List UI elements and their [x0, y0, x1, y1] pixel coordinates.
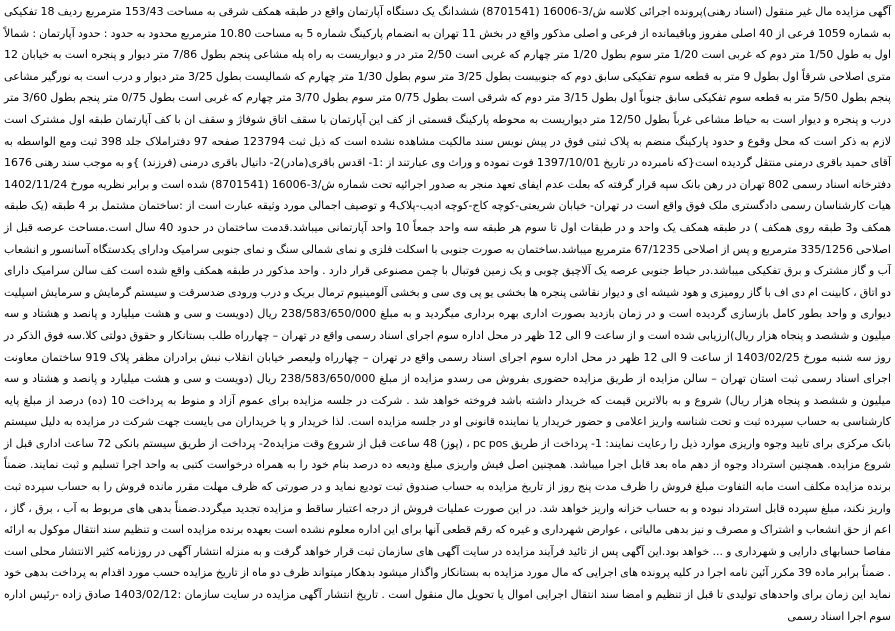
notice-body-text: آگهی مزایده مال غیر منقول (اسناد رهنی)پرونده اجرائی کلاسه ش/3-16006 (8701541) ششدانگ یک دستگاه آپارتمان واقع در طبقه همکف شرقی به مساحت 153/43 مترمربع ردیف 18 تفکیکی به شماره 1059 فرعی از 40 اصلی مفروز وباقیمانده از فرعی و اصلی مذکور واقع در بخش 11 تهران به انضمام پارکینگ شماره 5 به مساحت 10.80 مترمربع محدود به حدود : حدود آپارتمان : شمالاً اول به طول 1/50 متر دوم که غربی است 1/20 متر سوم بطول 1/20 متر چهارم که غربی است 2/50 متر در و دیواریست به راه پله مشاعی پنجم بطول 7/86 متر دیوار و پنجره است به خیابان 12 متری اصلاحی شرقاً اول بطول 9 متر به قطعه سوم تفکیکی سابق دوم که جنوبیست بطول 3/25 متر سوم بطول 1/30 متر چهارم که شمالیست بطول 3/25 متر دیوار و درب است به نورگیر مشاعی پنجم بطول 5/50 متر به قطعه سوم تفکیکی سابق جنوباً اول بطول 3/15 متر دوم که شرقی است بطول 0/75 متر سوم بطول 3/70 متر چهارم که غربی است بطول 0/75 متر پنجم بطول 3/60 متر درب و پنجره و دیوار است به حیاط مشاعی غرباً بطول 12/50 متر دیواریست به محوطه پارکینگ قسمتی از کف این آپارتمان با سقف اتاق شوفاژ و سقف ان با کف آپارتمان طبقه اول مشترک است لازم به ذکر است که محل وقوع و حدود پارکینگ منضم به پلاک ثبتی فوق در پیش نویس سند مالکیت مشاهده نشده است که ذیل ثبت 123794 صفحه 97 دفتراملاک جلد 398 ثبت ومع الواسطه به آقای حمید باقری درمنی منتقل گردیده است{که نامبرده در تاریخ 1397/10/01 فوت نموده و وراث وی عبارتند از :1- اقدس باقری(مادر)2- دانیال باقری درمنی (فرزند) }و به موجب سند رهنی 1676 دفترخانه اسناد رسمی 802 تهران در رهن بانک سپه قرار گرفته که بعلت عدم ایفای تعهد منجر به صدور اجرائیه تحت شماره ش/3-16006 (8701541) شده است و برابر نظریه مورخ 1402/11/24 هیات کارشناسان رسمی دادگستری ملک فوق واقع است در تهران- خیابان شریعتی-کوچه کاج-کوچه ادیب-پلاک4 و توصیف اجمالی مورد وثیقه عبارت است از :ساختمان مشتمل بر 4 طبقه (یک طبقه همکف و3 طبقه روی همکف ) در طبقه همکف یک واحد و در طبقات اول تا سوم هر طبقه سه واحد جمعاً 10 واحد آپارتمانی میباشد.قدمت ساختمان در حدود 40 سال است.مساحت عرصه قبل از اصلاحی 335/1256 مترمربع و پس از اصلاحی 67/1235 مترمربع میباشد.ساختمان به صورت جنوبی با اسکلت فلزی و نمای شمالی سنگ و نمای جنوبی سرامیک ودارای یکدستگاه آسانسور و انشعاب آب و گاز مشترک و برق تفکیکی میباشد.در حیاط جنوبی عرصه یک آلاچیق چوبی و یک زمین فوتبال با چمن مصنوعی قرار دارد . واحد مذکور در طبقه همکف واقع شده است کف سالن سرامیک دارای دو اتاق ، کابینت ام دی اف با گاز رومیزی و هود شیشه ای و دیوار نقاشی پنجره ها بخشی یو پی وی سی و بخشی آلومینیوم ترمال بریک و درب ورودی ضدسرقت و سیستم گرمایش و سرمایش اسپلیت دیواری و واحد بطور کامل بازسازی گردیده است و در زمان بازدید بصورت اداری بهره برداری میگردید و به مبلغ 238/583/650/000 ریال (دویست و سی و هشت میلیارد و پانصد و هشتاد و سه میلیون و ششصد و پنجاه هزار ریال)ارزیابی شده است و از ساعت 9 الی 12 ظهر در محل اداره سوم اجرای اسناد رسمی واقع در تهران – چهارراه طلب بستانکار و حقوق دولتی کلا.سه فوق الذکر در روز سه شنبه مورخ 1403/02/25 از ساعت 9 الی 12 ظهر در محل اداره سوم اجرای اسناد رسمی واقع در تهران – چهارراه ولیعصر خیابان انقلاب نبش برادران مظفر پلاک 919 ساختمان معاونت اجرای اسناد رسمی ثبت استان تهران – سالن مزایده از طریق مزایده حضوری بفروش می رسدو مزایده از مبلغ 238/583/650/000 ریال (دویست و سی و هشت میلیارد و پانصد و هشتاد و سه میلیون و ششصد و پنجاه هزار ریال) شروع و به بالاترین قیمت که خریدار داشته باشد فروخته خواهد شد . شرکت در جلسه مزایده برای عموم آزاد و منوط به پرداخت 10 (ده) درصد از مبلغ پایه کارشناسی به حساب سپرده ثبت و تحت شناسه واریز اعلامی و حضور خریدار یا نماینده قانونی او در جلسه مزایده است. لذا خریدار و یا خریداران می بایست جهت شرکت در مزایده به دلیل سیستم بانک مرکزی برای تایید وجوه واریزی موارد ذیل را رعایت نمایند: 1- پرداخت از طریق pc pos ، (پوز) 48 ساعت قبل از شروع وقت مزایده2- پرداخت از طریق سیستم بانکی 72 ساعت اداری قبل از شروع مزایده. همچنین استرداد وجوه از دهم ماه بعد قابل اجرا میباشد. همچنین اصل فیش واریزی مبلغ ودیعه ده درصد بنام خود را به همراه درخواست کتبی به واحد اجرا تسلیم و ثبت نمایند. ضمناً برنده مزایده مکلف است مابه التفاوت مبلغ فروش را ظرف مدت پنج روز از تاریخ مزایده به حساب صندوق ثبت تودیع نماید و در صورتی که ظرف مهلت مقرر مانده فروش را به حساب سپرده ثبت واریز نکند، مبلغ سپرده قابل استرداد نبوده و به حساب خزانه واریز خواهد شد. در این صورت عملیات فروش از درجه اعتبار ساقط و مزایده تجدید میگردد.ضمناً بدهی های مربوط به آب ، برق ، گاز ، اعم از حق انشعاب و اشتراک و مصرف و نیز بدهی مالیاتی ، عوارض شهرداری و غیره که رقم قطعی آنها برای این اداره معلوم نشده است بعهده برنده مزایده است و تنظیم سند انتقال موکول به ارائه مفاصا حسابهای دارایی و شهرداری و ... خواهد بود.این آگهی پس از تائید فرآیند مزایده در سایت آگهی های سازمان ثبت قرار خواهد گرفت و به منزله انتشار آگهی در روزنامه کثیر الانتشار محلی است . ضمناً برابر ماده 39 مکرر آئین نامه اجرا در کلیه پرونده های اجرایی که مال مورد مزایده به بستانکار واگذار میشود بدهکار میتواند ظرف دو ماه از تاریخ مزایده حسب مورد اقدام به پرداخت بدهی خود نماید این زمان برای واحدهای تولیدی تا قبل از تنظیم و امضا سند انتقال اجرایی اموال یا تحویل مال منقول است . تاریخ انتشار آگهی مزایده در سایت سازمان :1403/02/12 صادق زاده -رئیس اداره سوم اجرا اسناد رسمی — [4, 5, 892, 623]
